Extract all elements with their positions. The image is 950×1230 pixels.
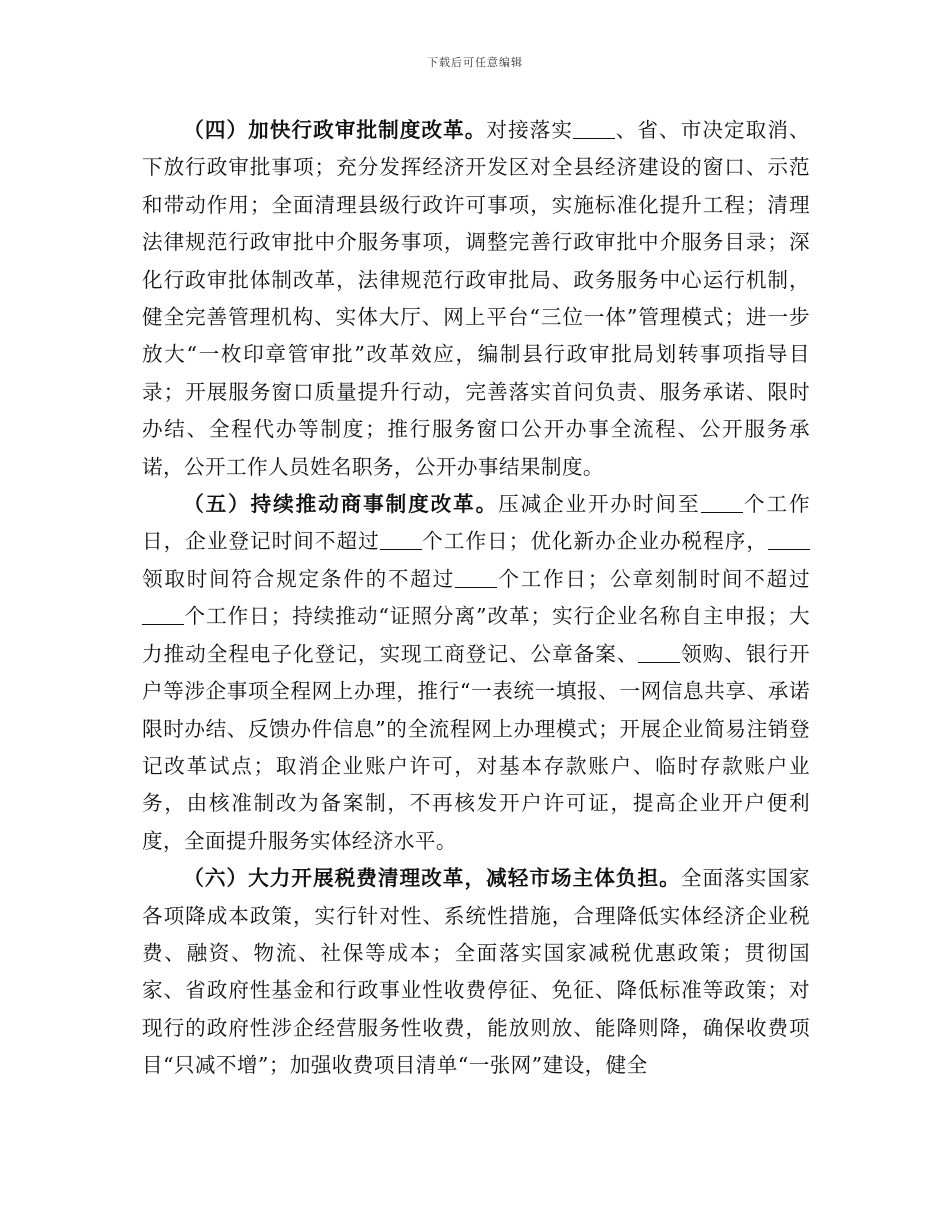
paragraph-text: 个工作日；优化新办企业办税程序， <box>421 529 768 554</box>
paragraph-text: 个工作日，企业登记时间不超过 <box>142 492 810 554</box>
fill-blank <box>701 491 743 513</box>
section-heading-4: （四）加快行政审批制度改革。 <box>183 118 487 142</box>
paragraph-text: 全面落实国家各项降成本政策，实行针对性、系统性措施，合理降低实体经济企业税费、融资、物流、社保等成本；全面落实国家减税优惠政策；贯彻国家、省政府性基金和行政事业性收费停征、免征、降低标准等政策；对现行的政府性涉企经营服务性收费，能放则放、能降则降，确保收费项目“只减不增”；加强收费项目清单“一张网”建设，健全 <box>142 866 811 1078</box>
fill-blank <box>638 641 680 663</box>
page-header-note: 下载后可任意编辑 <box>427 56 523 69</box>
paragraph-text: 、省、市决定取消、下放行政审批事项；充分发挥经济开发区对全县经济建设的窗口、示范和带动作用；全面清理县级行政许可事项，实施标准化提升工程；清理法律规范行政审批中介服务事项，调整完善行政审批中介服务目录；深化行政审批体制改革，法律规范行政审批局、政务服务中心运行机制，健全完善管理机构、实体大厅、网上平台“三位一体”管理模式；进一步放大“一枚印章管审批”改革效应，编制县行政审批局划转事项指导目录；开展服务窗口质量提升行动，完善落实首问负责、服务承诺、限时办结、全程代办等制度；推行服务窗口公开办事全流程、公开服务承诺，公开工作人员姓名职务，公开办事结果制度。 <box>142 118 810 479</box>
paragraph-4 <box>142 112 810 486</box>
paragraph-5 <box>142 486 810 860</box>
paragraph-text: 领取时间符合规定条件的不超过 <box>142 566 455 591</box>
paragraph-text: 领购、银行开户等涉企事项全程网上办理，推行“一表统一填报、一网信息共享、承诺限时办结、反馈办件信息”的全流程网上办理模式；开展企业简易注销登记改革试点；取消企业账户许可，对基本存款账户、临时存款账户业务，由核准制改为备案制，不再核发开户许可证，提高企业开户便利度，全面提升服务实体经济水平。 <box>142 641 810 853</box>
section-heading-6: （六）大力开展税费清理改革，减轻市场主体负担。 <box>183 866 681 891</box>
fill-blank <box>573 117 615 139</box>
fill-blank <box>768 529 810 551</box>
fill-blank <box>455 566 497 588</box>
paragraph-text: 个工作日；持续推动“证照分离”改革；实行企业名称自主申报；大力推动全程电子化登记，实现工商登记、公章备案、 <box>142 604 810 666</box>
fill-blank <box>142 604 184 626</box>
paragraph-text: 个工作日；公章刻制时间不超过 <box>497 566 810 591</box>
paragraph-6 <box>142 860 810 1084</box>
paragraph-text: 对接落实 <box>486 118 574 142</box>
fill-blank <box>380 529 422 551</box>
document-body <box>142 112 810 1085</box>
section-heading-5: （五）持续推动商事制度改革。 <box>183 492 499 517</box>
paragraph-text: 压减企业开办时间至 <box>498 492 701 517</box>
